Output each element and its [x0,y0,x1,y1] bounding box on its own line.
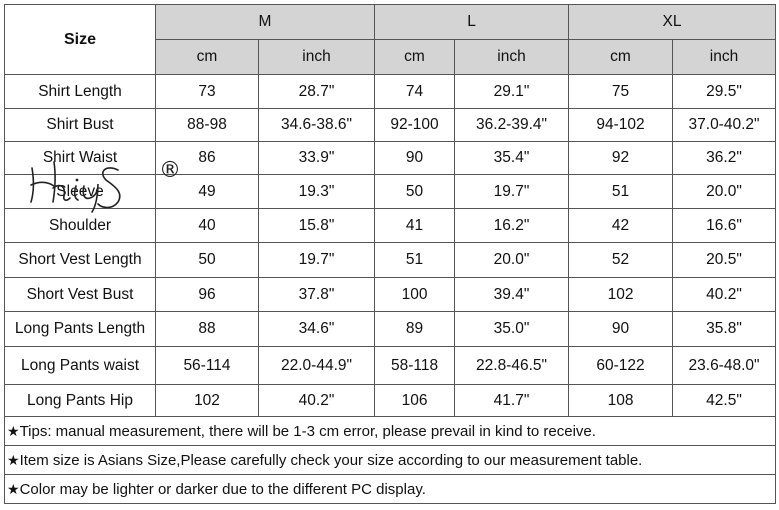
table-cell: 102 [156,385,259,417]
table-cell: 100 [375,278,455,312]
note-tips [5,417,776,446]
row-label: Long Pants Length [5,312,156,347]
table-cell: 51 [569,175,673,209]
table-cell: 52 [569,243,673,278]
table-cell: 37.0-40.2" [673,109,776,142]
table-cell: 86 [156,142,259,175]
size-chart-table [4,4,776,504]
table-row [5,75,776,109]
note-text: Color may be lighter or darker due to the different PC display. [19,480,426,498]
table-cell: 35.0" [455,312,569,347]
table-row [5,312,776,347]
table-cell: 22.8-46.5" [455,347,569,385]
row-label: Shirt Bust [5,109,156,142]
table-row [5,385,776,417]
table-cell: 35.4" [455,142,569,175]
table-cell: 49 [156,175,259,209]
table-cell: 28.7" [259,75,375,109]
table-cell: 23.6-48.0" [673,347,776,385]
size-m-header: M [156,5,375,40]
table-cell: 58-118 [375,347,455,385]
table-cell: 15.8" [259,209,375,243]
table-cell: 20.5" [673,243,776,278]
note-row [5,475,776,504]
table-cell: 102 [569,278,673,312]
table-cell: 19.7" [455,175,569,209]
row-label: Shirt Length [5,75,156,109]
note-asian-size [5,446,776,475]
table-cell: 60-122 [569,347,673,385]
table-row [5,109,776,142]
table-cell: 94-102 [569,109,673,142]
table-cell: 108 [569,385,673,417]
table-cell: 89 [375,312,455,347]
table-cell: 56-114 [156,347,259,385]
table-cell: 20.0" [455,243,569,278]
table-cell: 36.2-39.4" [455,109,569,142]
table-cell: 88 [156,312,259,347]
table-cell: 90 [375,142,455,175]
row-label: Short Vest Length [5,243,156,278]
table-cell: 22.0-44.9" [259,347,375,385]
table-cell: 42.5" [673,385,776,417]
table-cell: 37.8" [259,278,375,312]
table-cell: 74 [375,75,455,109]
table-cell: 88-98 [156,109,259,142]
star-icon: ★ [7,481,20,498]
table-cell: 34.6-38.6" [259,109,375,142]
table-cell: 34.6" [259,312,375,347]
table-cell: 20.0" [673,175,776,209]
table-row [5,347,776,385]
table-cell: 73 [156,75,259,109]
table-row [5,243,776,278]
row-label: Long Pants waist [5,347,156,385]
table-row [5,175,776,209]
note-row [5,446,776,475]
table-cell: 19.7" [259,243,375,278]
table-cell: 50 [375,175,455,209]
table-row [5,142,776,175]
table-cell: 35.8" [673,312,776,347]
table-cell: 16.6" [673,209,776,243]
table-cell: 51 [375,243,455,278]
size-xl-header: XL [569,5,776,40]
table-cell: 75 [569,75,673,109]
table-cell: 19.3" [259,175,375,209]
table-cell: 92-100 [375,109,455,142]
table-cell: 29.1" [455,75,569,109]
table-cell: 29.5" [673,75,776,109]
table-cell: 33.9" [259,142,375,175]
table-cell: 39.4" [455,278,569,312]
note-text: Tips: manual measurement, there will be 1-3 cm error, please prevail in kind to receive. [19,422,596,440]
table-cell: 106 [375,385,455,417]
unit-header: inch [673,40,776,75]
table-cell: 96 [156,278,259,312]
registered-mark: ® [159,158,181,183]
star-icon: ★ [7,423,20,440]
unit-header: inch [455,40,569,75]
table-cell: 90 [569,312,673,347]
table-row [5,278,776,312]
row-label: Short Vest Bust [5,278,156,312]
row-label: Sleeve [5,175,156,209]
row-label: Long Pants Hip [5,385,156,417]
table-cell: 41 [375,209,455,243]
unit-header: cm [569,40,673,75]
row-label: Shirt Waist [5,142,156,175]
size-header: Size [5,5,156,75]
note-text: Item size is Asians Size,Please carefully check your size according to our measurement table. [19,451,643,469]
header-row-sizes [5,5,776,40]
unit-header: inch [259,40,375,75]
row-label: Shoulder [5,209,156,243]
unit-header: cm [375,40,455,75]
note-color [5,475,776,504]
table-cell: 40 [156,209,259,243]
star-icon: ★ [7,452,20,469]
table-cell: 41.7" [455,385,569,417]
table-cell: 40.2" [673,278,776,312]
table-cell: 50 [156,243,259,278]
table-cell: 36.2" [673,142,776,175]
table-cell: 40.2" [259,385,375,417]
size-l-header: L [375,5,569,40]
table-row [5,209,776,243]
table-cell: 16.2" [455,209,569,243]
table-cell: 42 [569,209,673,243]
note-row [5,417,776,446]
table-cell: 92 [569,142,673,175]
unit-header: cm [156,40,259,75]
